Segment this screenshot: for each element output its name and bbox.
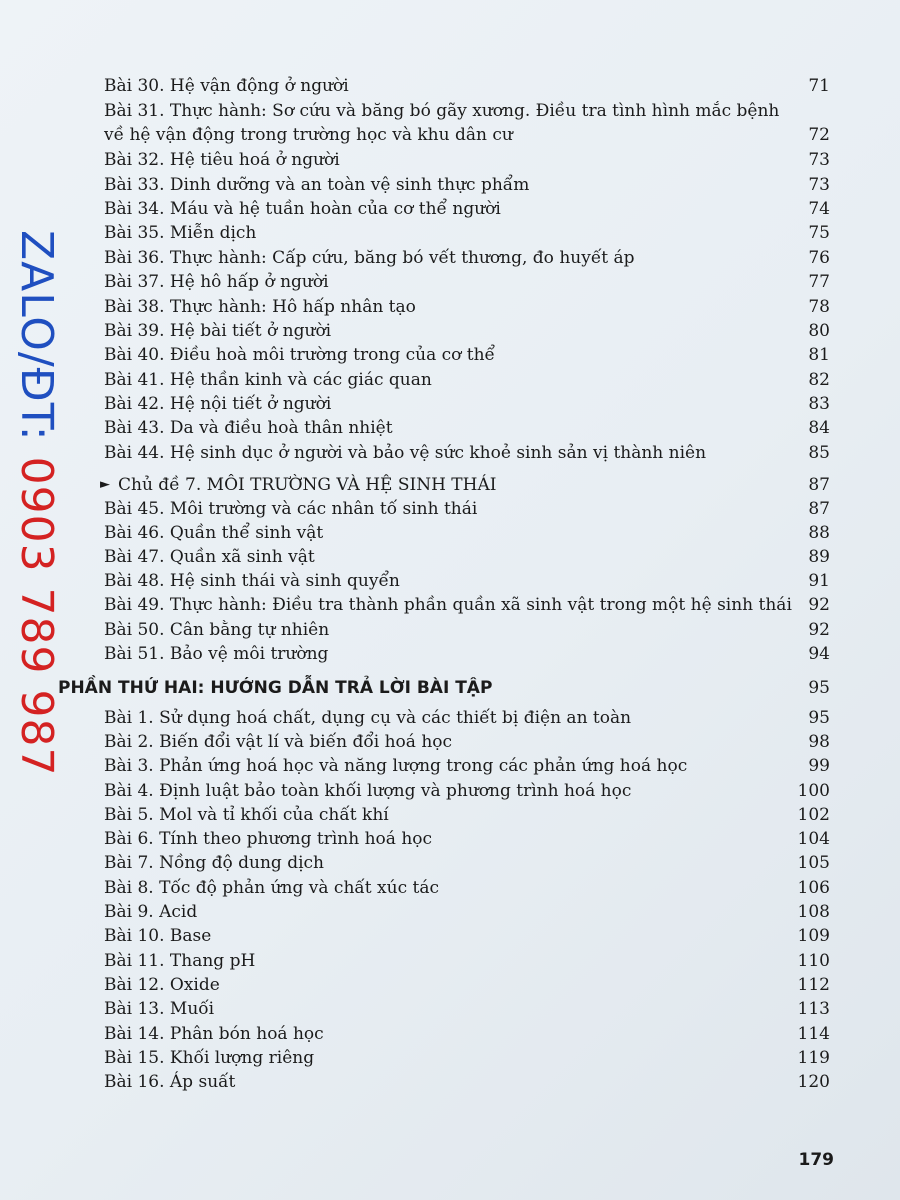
toc-entry-title: Bài 35. Miễn dịch	[104, 223, 257, 243]
toc-entry-page: 106	[797, 878, 830, 898]
toc-entry-title: Bài 37. Hệ hô hấp ở người	[104, 272, 329, 292]
toc-entry-page: 120	[797, 1072, 830, 1092]
toc-entry-page: 92	[808, 595, 830, 615]
toc-entry-title: Bài 48. Hệ sinh thái và sinh quyển	[104, 571, 400, 591]
toc-entry-title: Bài 10. Base	[104, 926, 212, 946]
toc-entry-page: 100	[797, 781, 830, 801]
toc-entry-page: 75	[808, 223, 830, 243]
toc-entry-page: 88	[808, 523, 830, 543]
toc-entry-title: Bài 15. Khối lượng riêng	[104, 1048, 315, 1068]
toc-entry-title: Bài 50. Cân bằng tự nhiên	[104, 620, 330, 640]
toc-entry-page: 84	[808, 418, 830, 438]
toc-entry-page: 77	[808, 272, 830, 292]
toc-entry-title: Bài 1. Sử dụng hoá chất, dụng cụ và các thiết bị điện an toàn	[104, 708, 632, 728]
toc-entry-title: Bài 13. Muối	[104, 999, 215, 1019]
toc-entry-title: Bài 46. Quần thể sinh vật	[104, 523, 324, 543]
toc-entry-page: 73	[808, 150, 830, 170]
toc-entry-page: 76	[808, 248, 830, 268]
toc-entry-page: 81	[808, 345, 830, 365]
toc-entry-page: 73	[808, 175, 830, 195]
page-number: 179	[798, 1150, 834, 1170]
toc-entry-page: 72	[808, 125, 830, 145]
toc-entry-page: 102	[797, 805, 830, 825]
part-title: PHẦN THỨ HAI: HƯỚNG DẪN TRẢ LỜI BÀI TẬP	[58, 678, 493, 698]
toc-entry-page: 74	[808, 199, 830, 219]
toc-entry-title: Bài 30. Hệ vận động ở người	[104, 76, 349, 96]
toc-entry-title: Bài 5. Mol và tỉ khối của chất khí	[104, 805, 389, 825]
toc-entry-page: 113	[797, 999, 830, 1019]
toc-entry-page: 91	[808, 571, 830, 591]
toc-entry-title: Bài 31. Thực hành: Sơ cứu và băng bó gãy xương. Điều tra tình hình mắc bệnh về hệ vận động trong trường học và khu dân cư	[104, 101, 780, 145]
toc-entry-title: Bài 3. Phản ứng hoá học và năng lượng trong các phản ứng hoá học	[104, 756, 688, 776]
toc-entry-title: Bài 42. Hệ nội tiết ở người	[104, 394, 332, 414]
toc-entry-page: 85	[808, 443, 830, 463]
watermark-label: ZALO/ĐT:	[11, 230, 62, 457]
toc-entry-title: Bài 33. Dinh dưỡng và an toàn vệ sinh thực phẩm	[104, 175, 530, 195]
toc-entry-page: 112	[797, 975, 830, 995]
toc-entry-page: 82	[808, 370, 830, 390]
toc-entry-title: Bài 34. Máu và hệ tuần hoàn của cơ thể người	[104, 199, 501, 219]
contact-watermark	[11, 230, 62, 777]
toc-entry-title: Bài 49. Thực hành: Điều tra thành phần quần xã sinh vật trong một hệ sinh thái	[104, 595, 792, 615]
toc-entry-title: Bài 14. Phân bón hoá học	[104, 1024, 324, 1044]
toc-entry-page: 80	[808, 321, 830, 341]
toc-entry	[104, 99, 830, 147]
toc-entry-page: 119	[797, 1048, 830, 1068]
toc-entry-page: 87	[808, 475, 830, 495]
toc-entry-page: 92	[808, 620, 830, 640]
toc-entry-title: Bài 2. Biến đổi vật lí và biến đổi hoá học	[104, 732, 453, 752]
toc-entry-title: Bài 36. Thực hành: Cấp cứu, băng bó vết thương, đo huyết áp	[104, 248, 635, 268]
toc-entry-title: Bài 16. Áp suất	[104, 1072, 236, 1092]
toc-entry-title: Bài 7. Nồng độ dung dịch	[104, 853, 324, 873]
toc-entry-title: Bài 41. Hệ thần kinh và các giác quan	[104, 370, 432, 390]
toc-entry-title: Bài 45. Môi trường và các nhân tố sinh thái	[104, 499, 478, 519]
toc-entry-page: 87	[808, 499, 830, 519]
toc-entry-title: Bài 9. Acid	[104, 902, 198, 922]
toc-entry-page: 104	[797, 829, 830, 849]
toc-entry-page: 78	[808, 297, 830, 317]
toc-entry-title: Bài 6. Tính theo phương trình hoá học	[104, 829, 433, 849]
watermark-phone: 0903 789 987	[11, 456, 62, 777]
toc-entry-title: Bài 40. Điều hoà môi trường trong của cơ thể	[104, 345, 496, 365]
toc-entry-page: 89	[808, 547, 830, 567]
toc-entry-page: 83	[808, 394, 830, 414]
toc-entry-page: 71	[808, 76, 830, 96]
toc-entry-title: Bài 43. Da và điều hoà thân nhiệt	[104, 418, 393, 438]
toc-entry-title: Bài 38. Thực hành: Hô hấp nhân tạo	[104, 297, 416, 317]
toc-entry-page: 94	[808, 644, 830, 664]
toc-entry-title: Bài 32. Hệ tiêu hoá ở người	[104, 150, 340, 170]
toc-entry-title: Bài 12. Oxide	[104, 975, 220, 995]
toc-entry-page: 114	[797, 1024, 830, 1044]
toc-entry-title: Bài 51. Bảo vệ môi trường	[104, 644, 329, 664]
toc-entry-page: 105	[797, 853, 830, 873]
toc-entry-page: 110	[797, 951, 830, 971]
toc-entry-title: Bài 4. Định luật bảo toàn khối lượng và phương trình hoá học	[104, 781, 632, 801]
toc-entry-title: Bài 11. Thang pH	[104, 951, 256, 971]
toc-entry-page: 99	[808, 756, 830, 776]
toc-entry-title: Bài 44. Hệ sinh dục ở người và bảo vệ sức khoẻ sinh sản vị thành niên	[104, 443, 707, 463]
chapter-title: Chủ đề 7. MÔI TRƯỜNG VÀ HỆ SINH THÁI	[118, 475, 497, 495]
toc-entry-page: 98	[808, 732, 830, 752]
toc-entry-title: Bài 47. Quần xã sinh vật	[104, 547, 315, 567]
toc-entry-page: 109	[797, 926, 830, 946]
toc-entry-title: Bài 8. Tốc độ phản ứng và chất xúc tác	[104, 878, 439, 898]
triangle-right-icon: ►	[100, 477, 110, 492]
toc-entry-page: 95	[808, 678, 830, 698]
toc-entry-title: Bài 39. Hệ bài tiết ở người	[104, 321, 332, 341]
toc-entry-page: 108	[797, 902, 830, 922]
toc-entry-page: 95	[808, 708, 830, 728]
